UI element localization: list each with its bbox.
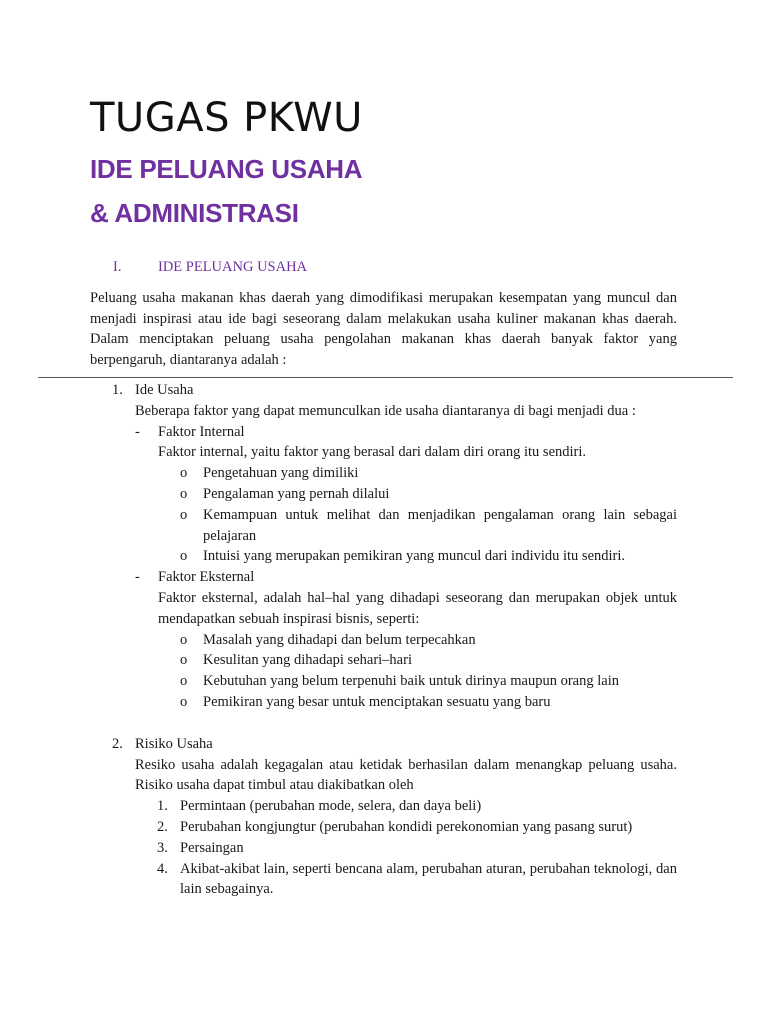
factor-item bbox=[90, 422, 677, 443]
subitem-number: 3. bbox=[157, 839, 168, 856]
bullet-marker: o bbox=[180, 631, 188, 648]
intro-paragraph: Peluang usaha makanan khas daerah yang dimodifikasi merupakan kesempatan yang muncul dan menjadi inspirasi atau ide bagi seseorang dalam melakukan usaha kuliner makanan khas daerah. Dalam menciptakan peluang usaha pengolahan makanan khas daerah banyak faktor yang berpengaruh, diantaranya adalah : bbox=[90, 290, 677, 368]
bullet-item bbox=[90, 505, 677, 547]
list-item bbox=[90, 380, 677, 401]
section-heading bbox=[113, 258, 307, 276]
document-title: TUGAS PKWU bbox=[90, 95, 363, 141]
bullet-item bbox=[90, 484, 677, 505]
dash-marker: - bbox=[135, 569, 140, 586]
paragraph-gap bbox=[90, 713, 677, 734]
factor-label: Faktor Internal bbox=[158, 423, 245, 440]
bullet-marker: o bbox=[180, 548, 188, 565]
bullet-item bbox=[90, 671, 677, 692]
subitem-number: 2. bbox=[157, 818, 168, 835]
horizontal-rule bbox=[38, 377, 733, 378]
numbered-subitem bbox=[90, 796, 677, 817]
bullet-text: Pengetahuan yang dimiliki bbox=[203, 465, 359, 482]
numbered-subitem bbox=[90, 817, 677, 838]
bullet-item bbox=[90, 546, 677, 567]
bullet-marker: o bbox=[180, 652, 188, 669]
list-number: 1. bbox=[112, 382, 123, 398]
factor-item bbox=[90, 567, 677, 588]
bullet-marker: o bbox=[180, 506, 188, 523]
bullet-item bbox=[90, 463, 677, 484]
subitem-text: Persaingan bbox=[180, 839, 244, 856]
factor-description: Faktor eksternal, adalah hal–hal yang dihadapi seseorang dan merupakan objek untuk mendapatkan sebuah inspirasi bisnis, seperti: bbox=[158, 589, 677, 627]
bullet-text: Masalah yang dihadapi dan belum terpecahkan bbox=[203, 631, 476, 648]
numbered-subitem bbox=[90, 838, 677, 859]
list-number: 2. bbox=[112, 735, 123, 752]
list-item bbox=[90, 734, 677, 755]
bullet-text: Kesulitan yang dihadapi sehari–hari bbox=[203, 652, 412, 669]
subitem-number: 1. bbox=[157, 798, 168, 815]
list-item-label: Ide Usaha bbox=[135, 382, 194, 398]
bullet-item bbox=[90, 630, 677, 651]
bullet-marker: o bbox=[180, 465, 188, 482]
bullet-text: Pemikiran yang besar untuk menciptakan sesuatu yang baru bbox=[203, 693, 551, 710]
document-subtitle: IDE PELUANG USAHA bbox=[90, 154, 363, 184]
numbered-subitem bbox=[90, 859, 677, 901]
bullet-item bbox=[90, 692, 677, 713]
bullet-text: Kemampuan untuk melihat dan menjadikan pengalaman orang lain sebagai pelajaran bbox=[203, 506, 677, 544]
bullet-item bbox=[90, 650, 677, 671]
document-body bbox=[90, 380, 677, 900]
list-item-label: Risiko Usaha bbox=[135, 735, 213, 752]
document-subtitle-continued: & ADMINISTRASI bbox=[90, 198, 299, 228]
bullet-text: Pengalaman yang pernah dilalui bbox=[203, 485, 390, 502]
bullet-marker: o bbox=[180, 693, 188, 710]
bullet-marker: o bbox=[180, 673, 188, 690]
list-item-description: Beberapa faktor yang dapat memunculkan ide usaha diantaranya di bagi menjadi dua : bbox=[135, 402, 636, 419]
section-number: I. bbox=[113, 259, 122, 275]
bullet-text: Kebutuhan yang belum terpenuhi baik untuk dirinya maupun orang lain bbox=[203, 673, 619, 690]
subitem-number: 4. bbox=[157, 860, 168, 877]
factor-label: Faktor Eksternal bbox=[158, 569, 255, 586]
bullet-text: Intuisi yang merupakan pemikiran yang muncul dari individu itu sendiri. bbox=[203, 548, 626, 565]
subitem-text: Permintaan (perubahan mode, selera, dan daya beli) bbox=[180, 798, 482, 815]
list-item-description: Resiko usaha adalah kegagalan atau ketidak berhasilan dalam menangkap peluang usaha. Risiko usaha dapat timbul atau diakibatkan oleh bbox=[135, 756, 677, 794]
subitem-text: Perubahan kongjungtur (perubahan kondidi perekonomian yang pasang surut) bbox=[180, 818, 633, 835]
bullet-marker: o bbox=[180, 485, 188, 502]
subtitle-continuation-clip bbox=[90, 196, 490, 228]
dash-marker: - bbox=[135, 423, 140, 440]
subitem-text: Akibat-akibat lain, seperti bencana alam, perubahan aturan, perubahan teknologi, dan lain sebagainya. bbox=[180, 860, 677, 898]
factor-description: Faktor internal, yaitu faktor yang berasal dari dalam diri orang itu sendiri. bbox=[158, 444, 587, 461]
section-heading-text: IDE PELUANG USAHA bbox=[158, 259, 308, 275]
